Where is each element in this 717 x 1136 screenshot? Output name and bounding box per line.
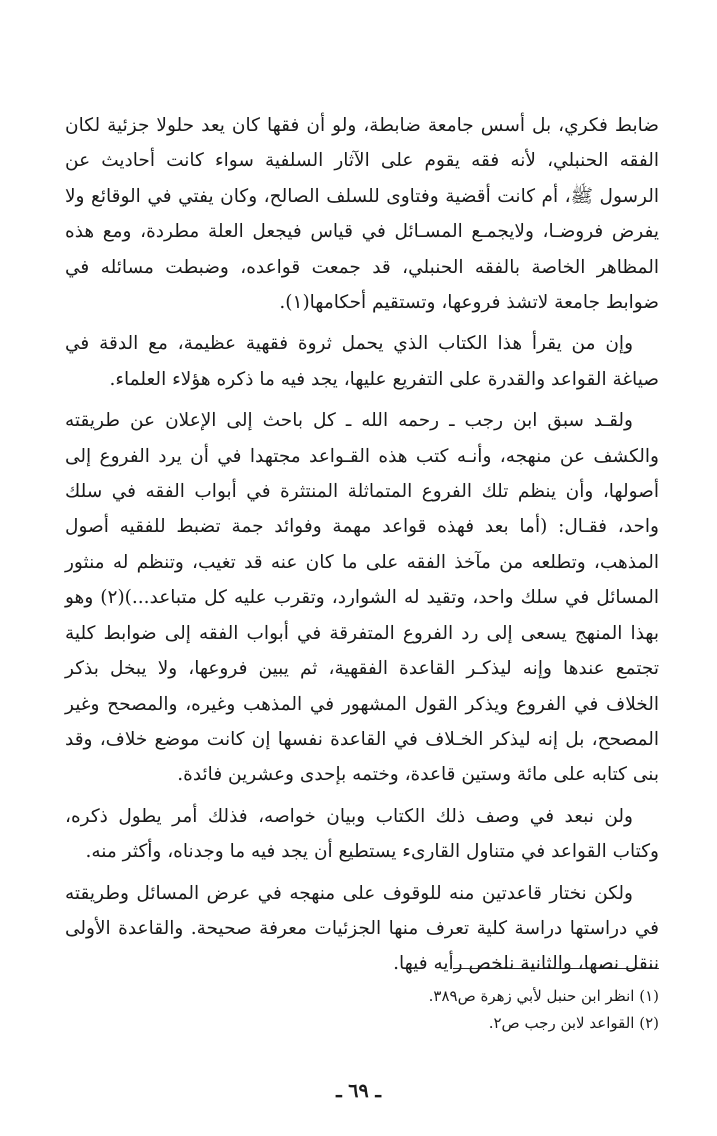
paragraph-5: ولكن نختار قاعدتين منه للوقوف على منهجه في عرض المسائل وطريقته في دراستها دراسة كلية تعرف منها الجزئيات معرفة صحيحة. والقاعدة الأولى ننقل نصها، والثانية نلخص رأيه فيها. (65, 882, 659, 975)
main-text (65, 108, 659, 982)
footnotes (65, 983, 659, 1037)
paragraph-3: ولقـد سبق ابن رجب ـ رحمه الله ـ كل باحث إلى الإعلان عن طريقته والكشف عن منهجه، وأنـه كتب هذه القـواعد مجتهدا في أن يرد الفروع إلى أصولها، وأن ينظم تلك الفروع المتماثلة المنتثرة في أبواب الفقه في سلك واحد، فقـال: (أما بعد فهذه قواعد مهمة وفوائد جمة تضبط للفقيه أصول المذهب، وتطلعه من مآخذ الفقه على ما كان عنه قد تغيب، وتنظم له منثور المسائل في سلك واحد، وتقيد له الشوارد، وتقرب عليه كل متباعد...)(٢) وهو بهذا المنهج يسعى إلى رد الفروع المتفرقة في أبواب الفقه إلى ضوابط كلية تجتمع عندها وإنه ليذكـر القاعدة الفقهية، ثم يبين فروعها، ولا يبخل بذكر الخلاف في الفروع ويذكر القول المشهور في المذهب وغيره، والمصحح وغير المصحح، بل إنه ليذكر الخـلاف في القاعدة نفسها إن كانت موضع خلاف، وقد بنى كتابه على مائة وستين قاعدة، وختمه بإحدى وعشرين فائدة. (65, 410, 659, 786)
paragraph-2: وإن من يقرأ هذا الكتاب الذي يحمل ثروة فقهية عظيمة، مع الدقة في صياغة القواعد والقدرة على التفريع عليها، يجد فيه ما ذكره هؤلاء العلماء. (65, 333, 659, 390)
paragraph-4: ولن نبعد في وصف ذلك الكتاب وبيان خواصه، فذلك أمر يطول ذكره، وكتاب القواعد في متناول القارىء يستطيع أن يجد فيه ما وجدناه، وأكثر منه. (65, 805, 659, 863)
footnote-divider (453, 968, 659, 969)
footnote-2: (٢) القواعد لابن رجب ص٢. (488, 1014, 659, 1032)
paragraph-1: ضابط فكري، بل أسس جامعة ضابطة، ولو أن فقها كان يعد حلولا جزئية لكان الفقه الحنبلي، لأنه فقه يقوم على الآثار السلفية سواء كانت أحاديث عن الرسول ﷺ، أم كانت أقضية وفتاوى للسلف الصالح، وكان يفتي في الوقائع ولا يفرض فروضـا، ولايجمـع المسـائل في قياس فيجعل العلة مطردة، ومع هذه المظاهر الخاصة بالفقه الحنبلي، قد جمعت قواعده، وضبطت مسائله في ضوابط جامعة لاتشذ فروعها، وتستقيم أحكامها(١). (65, 115, 659, 314)
page-number: ـ ٦٩ ـ (336, 1080, 381, 1102)
footnote-1: (١) انظر ابن حنبل لأبي زهرة ص٣٨٩. (428, 987, 659, 1005)
